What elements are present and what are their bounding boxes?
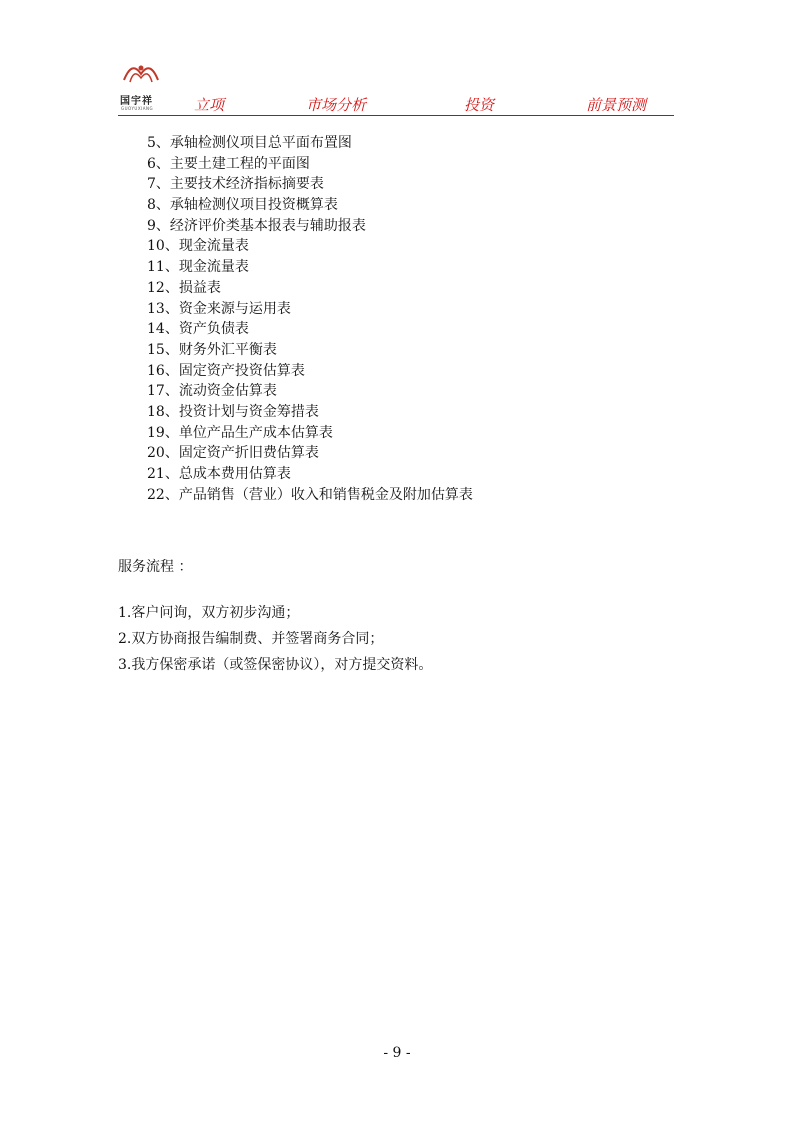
toc-item: 20、固定资产折旧费估算表 (147, 445, 319, 462)
page-header (118, 56, 674, 116)
toc-item: 18、投资计划与资金筹措表 (147, 403, 319, 420)
page-number: - 9 - (383, 1045, 411, 1061)
toc-item: 11、现金流量表 (147, 259, 249, 276)
toc-item: 5、承轴检测仪项目总平面布置图 (147, 135, 352, 151)
toc-item: 15、财务外汇平衡表 (147, 341, 277, 358)
nav-item-market-analysis: 市场分析 (306, 96, 367, 114)
toc-item: 12、损益表 (147, 279, 221, 296)
service-process-heading: 服务流程 ： (118, 559, 193, 575)
toc-item: 22、产品销售（营业）收入和销售税金及附加估算表 (147, 486, 473, 503)
company-logo (118, 56, 168, 114)
toc-item: 21、总成本费用估算表 (147, 466, 291, 482)
logo-text: 国宇祥 (120, 96, 153, 107)
service-step: 2.双方协商报告编制费、并签署商务合同； (118, 631, 384, 647)
service-steps-list (118, 603, 432, 681)
nav-item-investment: 投资 (464, 96, 495, 114)
toc-item: 19、单位产品生产成本估算表 (147, 424, 333, 441)
toc-list (147, 133, 473, 505)
toc-item: 13、资金来源与运用表 (147, 300, 291, 317)
header-rule (118, 115, 674, 116)
logo-english-text: GUOYUXIANG (121, 106, 154, 111)
toc-item: 7、主要技术经济指标摘要表 (147, 176, 324, 193)
toc-item: 9、经济评价类基本报表与辅助报表 (147, 217, 366, 234)
toc-item: 17、流动资金估算表 (147, 383, 277, 400)
nav-item-outlook: 前景预测 (586, 96, 647, 114)
service-step: 3.我方保密承诺（或签保密协议），对方提交资料。 (118, 657, 433, 673)
toc-item: 14、资产负债表 (147, 321, 249, 338)
service-step: 1.客户问询，双方初步沟通； (118, 605, 300, 621)
logo-emblem-icon (122, 58, 160, 88)
toc-item: 10、现金流量表 (147, 238, 249, 255)
nav-item-lixiang: 立项 (194, 96, 225, 114)
toc-item: 8、承轴检测仪项目投资概算表 (147, 197, 338, 214)
toc-item: 16、固定资产投资估算表 (147, 362, 305, 379)
toc-item: 6、主要土建工程的平面图 (147, 155, 310, 172)
